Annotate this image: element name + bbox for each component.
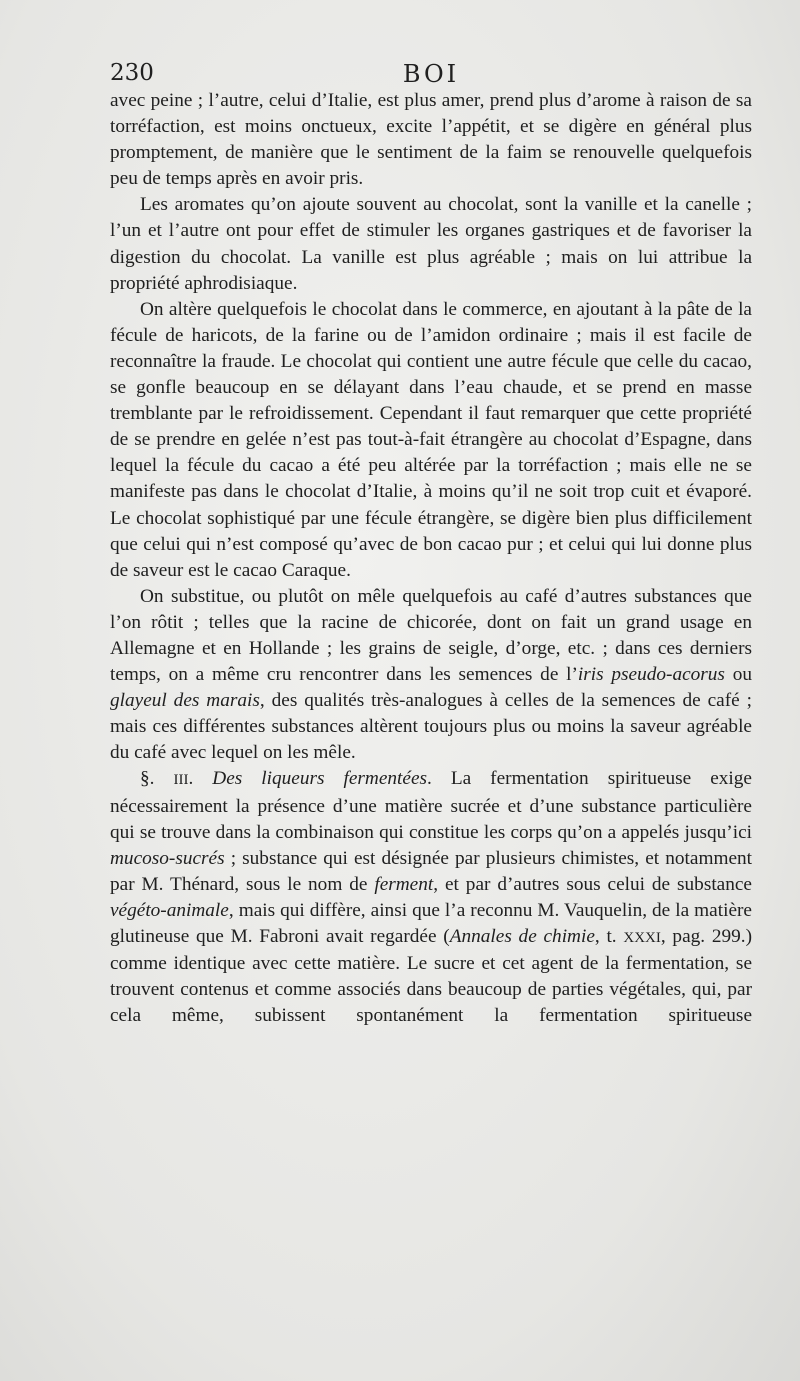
italic-term: végéto-animale bbox=[110, 899, 229, 921]
text-run: . bbox=[188, 768, 213, 790]
paragraph bbox=[110, 192, 752, 296]
text-run: §. bbox=[140, 768, 174, 790]
journal-title: Annales de chimie bbox=[449, 926, 595, 947]
paragraph bbox=[110, 88, 752, 192]
text-run: On substitue, ou plutôt on mêle quelquefois au café d’autres substances que l’on rôtit ; telles que la racine de chicorée, dont on fait un grand usage en Allemagne et en Hollande ; les grains de seigle, d’orge, etc. ; dans ces derniers temps, on a même cru rencontrer dans les semences de l’ bbox=[110, 585, 752, 686]
italic-term: glayeul des marais bbox=[110, 690, 260, 712]
text-run: , mais qui diffère, ainsi que l’a reconnu M. Vauquelin, de la matière glutineuse que M. Fabroni avait regardée ( bbox=[110, 899, 752, 947]
text-run: , et par d’autres sous celui de substance bbox=[433, 873, 752, 895]
text-run: , t. bbox=[594, 926, 624, 947]
running-head: BOI bbox=[402, 60, 460, 88]
text-run: avec peine ; l’autre, celui d’Italie, est plus amer, prend plus d’arome à raison de sa torréfaction, est moins onctueux, excite l’appétit, et se digère en général plus promptement, de manière que le sentiment de la faim se renouvelle quelquefois peu de temps après en avoir pris. bbox=[110, 90, 752, 190]
text-run: Les aromates qu’on ajoute souvent au chocolat, sont la vanille et la canelle ; l’un et l’autre ont pour effet de stimuler les organes gastriques et de favoriser la digestion du chocolat. La vanille est plus agréable ; mais on lui attribue la propriété aphrodisiaque. bbox=[110, 194, 752, 294]
section-title: Des liqueurs fermentées bbox=[212, 768, 428, 790]
text-run: , des qualités très-analogues à celles de la semences de café ; mais ces différentes substances altèrent toujours plus ou moins la saveur agréable du café avec lequel on les mêle. bbox=[110, 690, 752, 764]
page-header bbox=[110, 60, 752, 88]
text-run: On altère quelquefois le chocolat dans le commerce, en ajoutant à la pâte de la fécule de haricots, de la farine ou de l’amidon ordinaire ; mais il est facile de reconnaître la fraude. Le chocolat qui contient une autre fécule que celle du cacao, se gonfle beaucoup en se délayant dans l’eau chaude, et se prend en masse tremblante par le refroidissement. Cependant il faut remarquer que cette propriété de se prendre en gelée n’est pas tout-à-fait étrangère au chocolat d’Espagne, dans lequel la fécule du cacao a été peu altérée par la torréfaction ; mais elle ne se manifeste pas dans le chocolat d’Italie, à moins qu’il ne soit trop cuit et évaporé. Le chocolat sophistiqué par une fécule étrangère, se digère bien plus difficilement que celui qui n’est composé qu’avec de bon cacao pur ; et celui qui lui donne plus de saveur est le cacao Caraque. bbox=[110, 298, 752, 581]
paragraph bbox=[110, 584, 752, 767]
text-run: ; substance qui est désignée par plusieurs chimistes, et notamment par M. Thénard, sous le nom de bbox=[110, 847, 752, 895]
paragraph bbox=[110, 766, 752, 1029]
paragraph bbox=[110, 297, 752, 584]
italic-term: iris pseudo-acorus bbox=[577, 664, 725, 686]
italic-term: ferment bbox=[374, 873, 434, 895]
section-numeral: III bbox=[173, 772, 189, 789]
volume-numeral: XXXI bbox=[623, 930, 661, 946]
text-run: ou bbox=[724, 664, 752, 686]
italic-term: mucoso-sucrés bbox=[110, 847, 225, 869]
text-run: . La fermentation spiritueuse exige nécessairement la présence d’une matière sucrée et d’une substance particulière qui se trouve dans la combinaison qui constitue les corps qu’on a appelés jusqu’ici bbox=[110, 768, 752, 843]
page-number: 230 bbox=[110, 60, 154, 86]
text-run: , pag. 299.) comme identique avec cette matière. Le sucre et cet agent de la fermentation, se trouvent contenus et comme associés dans beaucoup de parties végétales, qui, par cela même, subissent spontanément la fermentation spiritueuse bbox=[110, 926, 752, 1027]
body-text bbox=[110, 88, 752, 1029]
